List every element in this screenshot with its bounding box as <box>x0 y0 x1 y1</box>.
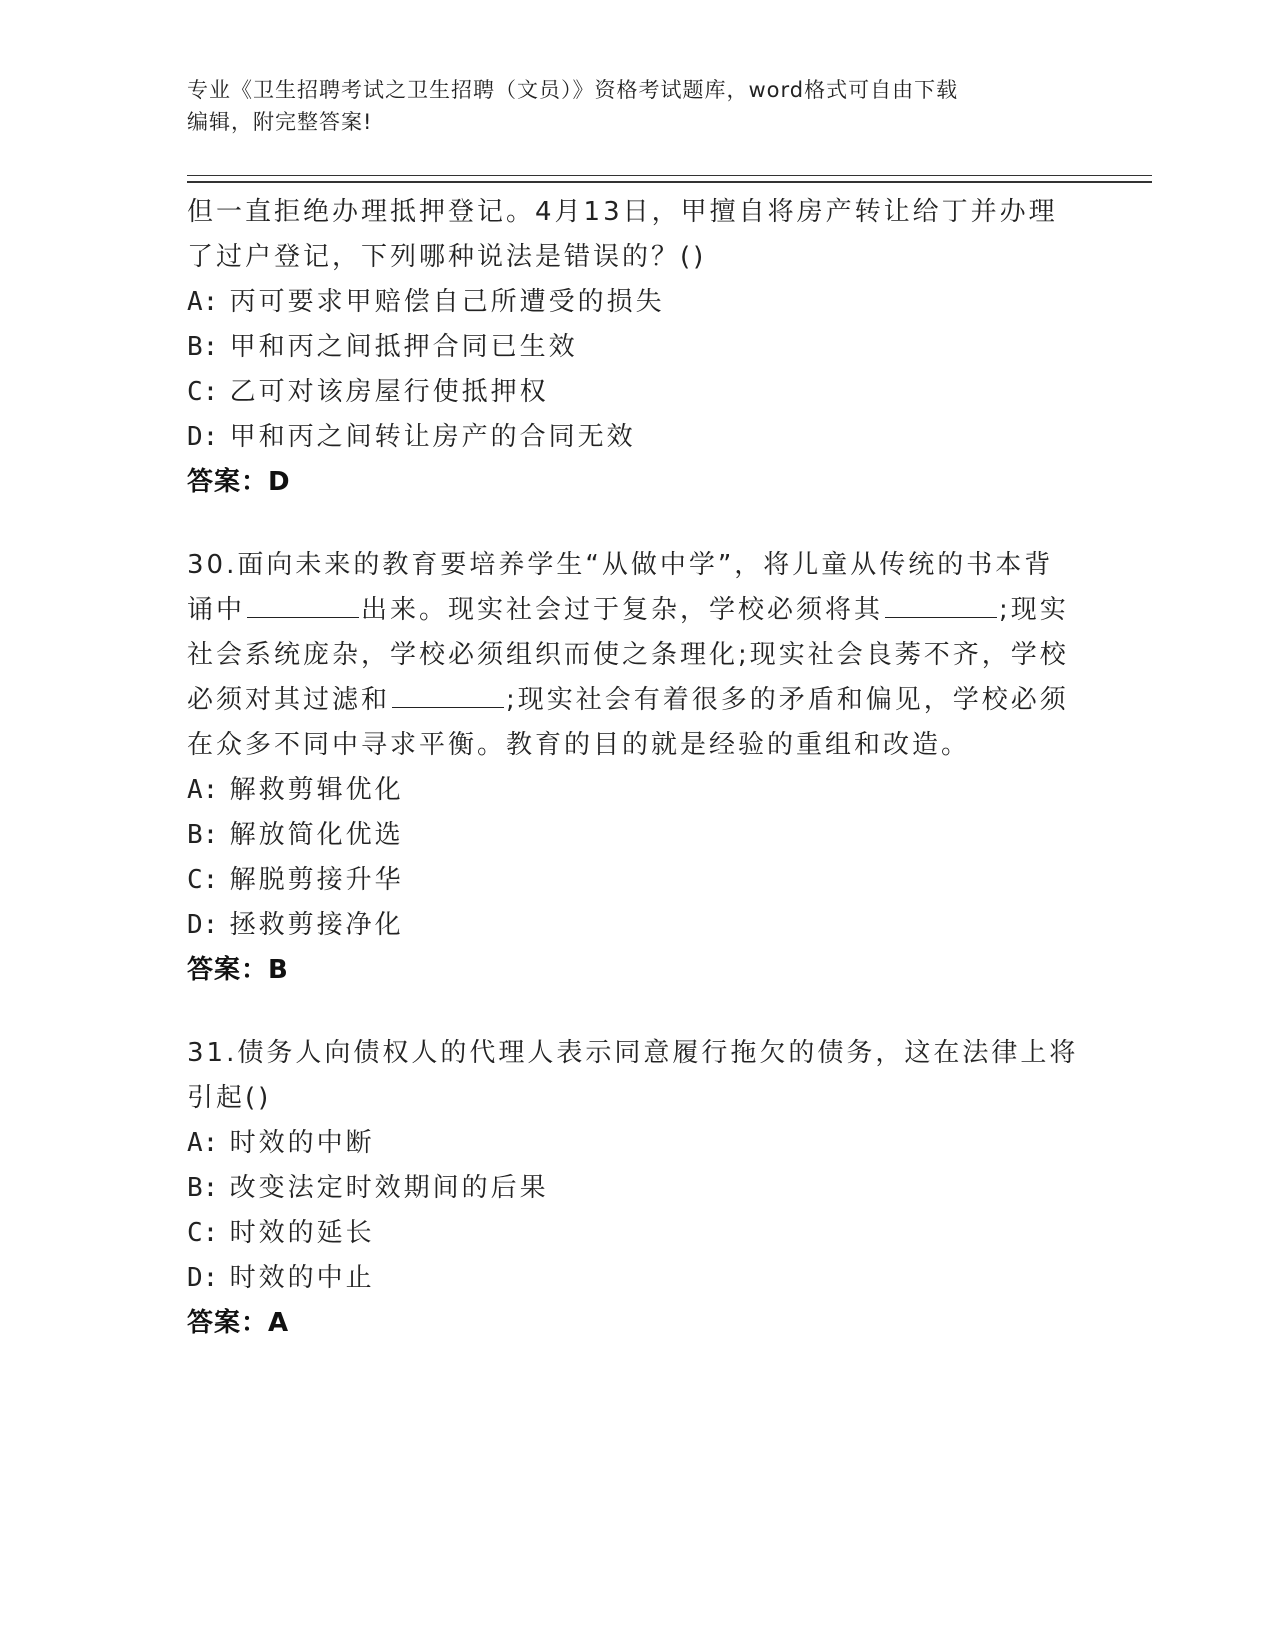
option-text: 甲和丙之间抵押合同已生效 <box>229 332 578 362</box>
question-text-segment: ;现实社会有着很多的矛盾和偏见，学校必须 <box>506 685 1069 715</box>
question-list <box>187 190 1087 1346</box>
question-text-line: 引起() <box>187 1083 272 1113</box>
option-text: 时效的中断 <box>229 1128 375 1158</box>
option-label: C: <box>187 865 219 895</box>
question-text-line: 但一直拒绝办理抵押登记。4月13日，甲擅自将房产转让给丁并办理 <box>187 197 1058 227</box>
option-label: B: <box>187 820 219 850</box>
option-b <box>187 325 1087 370</box>
option-a <box>187 280 1087 325</box>
option-a <box>187 1121 1087 1166</box>
option-d <box>187 903 1087 948</box>
option-label: D: <box>187 422 219 452</box>
option-text: 甲和丙之间转让房产的合同无效 <box>229 422 636 452</box>
header-line-1: 专业《卫生招聘考试之卫生招聘（文员）》资格考试题库，word格式可自由下载 <box>187 78 959 102</box>
option-text: 拯救剪接净化 <box>229 910 404 940</box>
option-label: C: <box>187 1218 219 1248</box>
header-rule-thick <box>187 181 1152 183</box>
question-text <box>187 190 1087 280</box>
fill-blank <box>392 683 504 708</box>
question-text-line: 30.面向未来的教育要培养学生“从做中学”，将儿童从传统的书本背 <box>187 550 1054 580</box>
option-label: D: <box>187 1263 219 1293</box>
option-c <box>187 858 1087 903</box>
question-text-segment: ;现实 <box>999 595 1069 625</box>
question-text <box>187 1031 1087 1121</box>
option-text: 丙可要求甲赔偿自己所遭受的损失 <box>229 287 665 317</box>
option-text: 解救剪辑优化 <box>229 775 404 805</box>
answer: 答案：A <box>187 1308 290 1338</box>
answer: 答案：D <box>187 467 291 497</box>
option-label: C: <box>187 377 219 407</box>
header-rule-thin <box>187 175 1152 176</box>
option-label: B: <box>187 1173 219 1203</box>
option-text: 改变法定时效期间的后果 <box>229 1173 549 1203</box>
option-label: A: <box>187 1128 219 1158</box>
question-text-line: 了过户登记，下列哪种说法是错误的？() <box>187 242 707 272</box>
question-text <box>187 543 1087 768</box>
question-text-segment: 诵中 <box>187 595 246 625</box>
option-label: B: <box>187 332 219 362</box>
question-31 <box>187 1031 1087 1346</box>
question-29 <box>187 190 1087 505</box>
question-text-segment: 必须对其过滤和 <box>187 685 391 715</box>
option-c <box>187 370 1087 415</box>
option-a <box>187 768 1087 813</box>
option-b <box>187 1166 1087 1211</box>
header-line-2: 编辑，附完整答案! <box>187 110 373 134</box>
question-30 <box>187 543 1087 993</box>
option-d <box>187 1256 1087 1301</box>
option-text: 乙可对该房屋行使抵押权 <box>229 377 549 407</box>
option-text: 解放简化优选 <box>229 820 404 850</box>
option-text: 时效的延长 <box>229 1218 375 1248</box>
question-text-segment: 出来。现实社会过于复杂，学校必须将其 <box>361 595 884 625</box>
option-text: 解脱剪接升华 <box>229 865 404 895</box>
fill-blank <box>885 593 997 618</box>
fill-blank <box>247 593 359 618</box>
document-header <box>187 74 1067 138</box>
option-label: A: <box>187 287 219 317</box>
option-text: 时效的中止 <box>229 1263 375 1293</box>
option-c <box>187 1211 1087 1256</box>
question-text-line: 社会系统庞杂，学校必须组织而使之条理化;现实社会良莠不齐，学校 <box>187 640 1069 670</box>
question-text-line: 在众多不同中寻求平衡。教育的目的就是经验的重组和改造。 <box>187 730 971 760</box>
option-label: A: <box>187 775 219 805</box>
option-label: D: <box>187 910 219 940</box>
option-b <box>187 813 1087 858</box>
question-text-line: 31.债务人向债权人的代理人表示同意履行拖欠的债务，这在法律上将 <box>187 1038 1079 1068</box>
option-d <box>187 415 1087 460</box>
answer: 答案：B <box>187 955 289 985</box>
